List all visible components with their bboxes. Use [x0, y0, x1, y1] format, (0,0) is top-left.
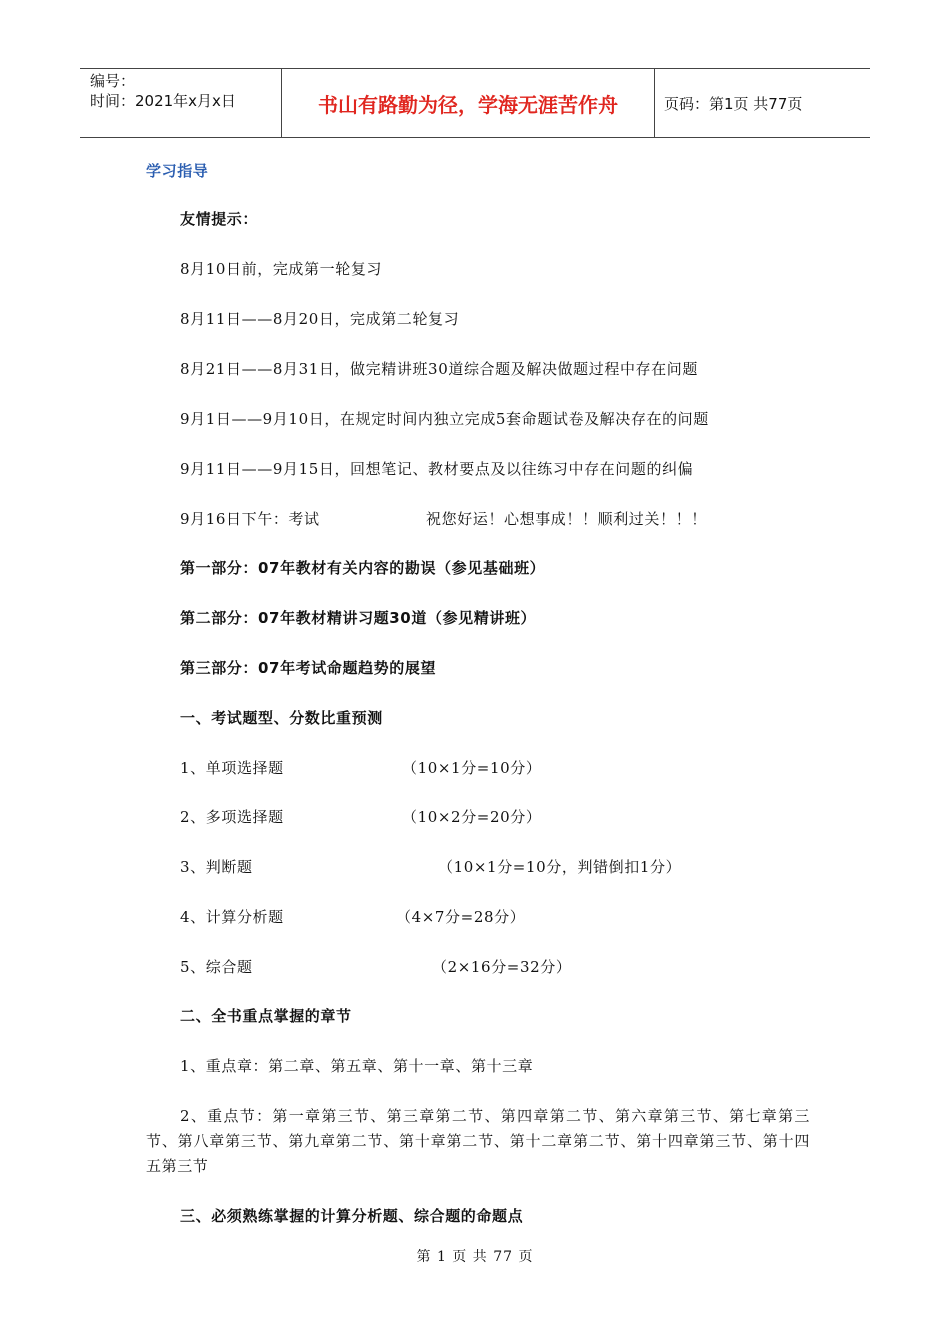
schedule-item: 9月11日——9月15日，回想笔记、教材要点及以往练习中存在问题的纠偏 — [180, 460, 694, 478]
part-heading: 第一部分：07年教材有关内容的勘误（参见基础班） — [180, 559, 546, 577]
page-footer: 第 1 页 共 77 页 — [416, 1249, 534, 1265]
page-header-table — [80, 68, 870, 138]
schedule-item: 9月1日——9月10日，在规定时间内独立完成5套命题试卷及解决存在的问题 — [180, 410, 709, 428]
heading-calculation-topics: 三、必须熟练掌握的计算分析题、综合题的命题点 — [180, 1207, 524, 1225]
good-luck-wish: 祝您好运！心想事成！！顺利过关！！！ — [426, 510, 707, 528]
question-type-name: 4、计算分析题 — [180, 908, 284, 926]
question-type-score: （2×16分=32分） — [432, 958, 572, 976]
question-type-name: 5、综合题 — [180, 958, 253, 976]
key-chapters: 1、重点章：第二章、第五章、第十一章、第十三章 — [180, 1057, 534, 1075]
section-title: 学习指导 — [146, 162, 209, 180]
header-page-number: 页码：第1页 共77页 — [664, 94, 803, 113]
tips-heading: 友情提示： — [180, 210, 259, 228]
heading-key-chapters: 二、全书重点掌握的章节 — [180, 1007, 352, 1025]
key-sections-paragraph: 2、重点节：第一章第三节、第三章第二节、第四章第二节、第六章第三节、第七章第三节、第八章第三节、第九章第二节、第十章第二节、第十二章第二节、第十四章第三节、第十四五第三节 — [146, 1107, 810, 1175]
question-type-score: （4×7分=28分） — [396, 908, 526, 926]
question-type-score: （10×1分=10分，判错倒扣1分） — [438, 858, 682, 876]
question-type-score: （10×1分=10分） — [402, 759, 542, 777]
schedule-item: 8月10日前，完成第一轮复习 — [180, 260, 383, 278]
part-heading: 第二部分：07年教材精讲习题30道（参见精讲班） — [180, 609, 537, 627]
question-type-score: （10×2分=20分） — [402, 808, 542, 826]
question-type-name: 2、多项选择题 — [180, 808, 284, 826]
part-heading: 第三部分：07年考试命题趋势的展望 — [180, 659, 437, 677]
question-type-name: 1、单项选择题 — [180, 759, 284, 777]
date-label: 时间：2021年x月x日 — [90, 92, 236, 110]
heading-question-types: 一、考试题型、分数比重预测 — [180, 709, 383, 727]
header-motto: 书山有路勤为径，学海无涯苦作舟 — [282, 69, 655, 137]
number-label: 编号： — [90, 72, 136, 90]
schedule-item: 8月21日——8月31日，做完精讲班30道综合题及解决做题过程中存在问题 — [180, 360, 698, 378]
exam-date: 9月16日下午：考试 — [180, 510, 320, 528]
question-type-name: 3、判断题 — [180, 858, 253, 876]
header-info-cell — [80, 69, 282, 137]
schedule-item: 8月11日——8月20日，完成第二轮复习 — [180, 310, 460, 328]
